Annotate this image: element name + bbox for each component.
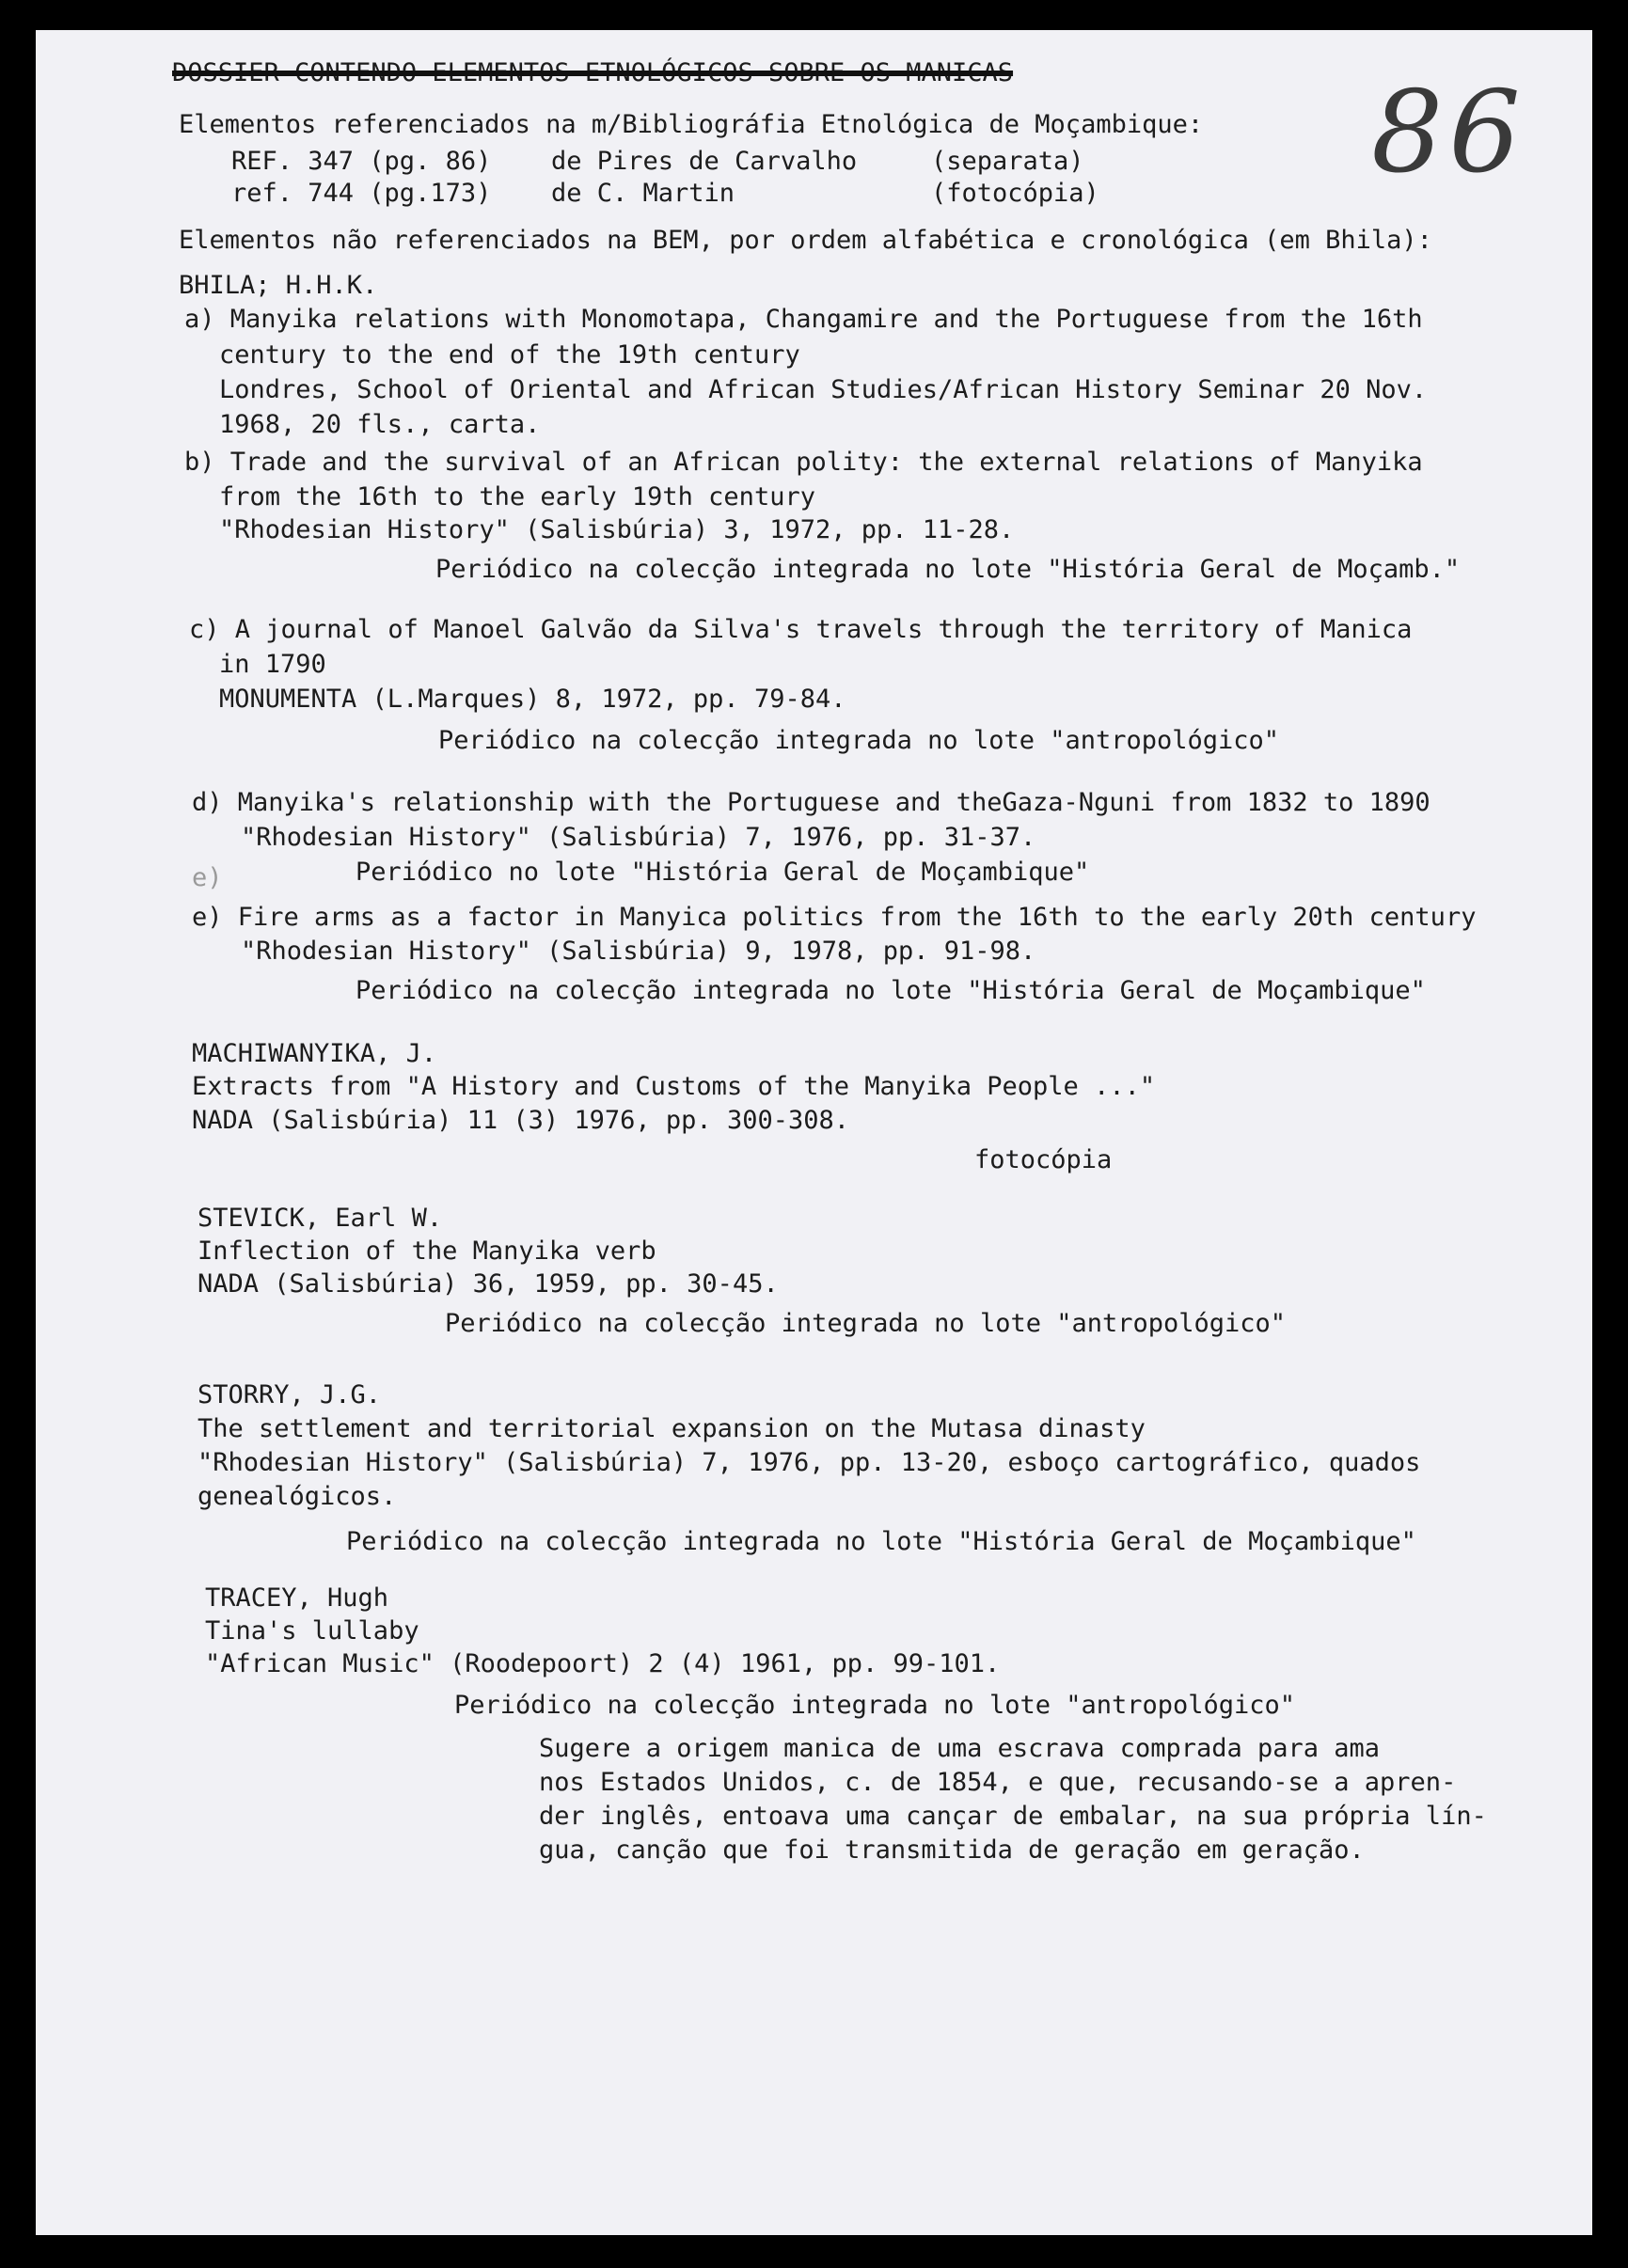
entry-b-note: Periódico na colecção integrada no lote "História Geral de Moçamb." bbox=[435, 555, 1461, 584]
author-bhila: BHILA; H.H.K. bbox=[179, 271, 378, 300]
entry-line: MACHIWANYIKA, J. bbox=[192, 1039, 437, 1068]
entry-line: genealógicos. bbox=[198, 1482, 397, 1511]
comment-line: Sugere a origem manica de uma escrava comprada para ama bbox=[539, 1734, 1381, 1763]
entry-d-line: d) Manyika's relationship with the Portuguese and theGaza-Nguni from 1832 to 1890 bbox=[192, 788, 1430, 817]
entry-line: STORRY, J.G. bbox=[198, 1380, 382, 1410]
entry-note: Periódico na colecção integrada no lote "antropológico" bbox=[445, 1309, 1287, 1338]
ref-author: de C. Martin bbox=[551, 179, 735, 208]
ref-code: REF. 347 (pg. 86) bbox=[231, 147, 492, 176]
entry-note: Periódico na colecção integrada no lote "antropológico" bbox=[454, 1691, 1296, 1720]
entry-d-mark: e) bbox=[192, 863, 223, 892]
document-title: DOSSIER CONTENDO ELEMENTOS ETNOLÓGICOS SOBRE OS MANICAS bbox=[172, 58, 1014, 87]
entry-e-line: e) Fire arms as a factor in Manyica politics from the 16th to the early 20th century bbox=[192, 903, 1477, 932]
entry-line: Extracts from "A History and Customs of the Manyika People ..." bbox=[192, 1072, 1156, 1101]
entry-line: Tina's lullaby bbox=[205, 1616, 419, 1646]
entry-line: TRACEY, Hugh bbox=[205, 1583, 389, 1613]
entry-line: NADA (Salisbúria) 11 (3) 1976, pp. 300-308. bbox=[192, 1106, 849, 1135]
entry-a-line: a) Manyika relations with Monomotapa, Changamire and the Portuguese from the 16th bbox=[184, 305, 1423, 334]
entry-b-line: "Rhodesian History" (Salisbúria) 3, 1972, pp. 11-28. bbox=[219, 515, 1015, 544]
entry-a-line: century to the end of the 19th century bbox=[219, 340, 800, 370]
entry-line: NADA (Salisbúria) 36, 1959, pp. 30-45. bbox=[198, 1269, 779, 1299]
comment-line: der inglês, entoava uma cançar de embalar, na sua própria lín- bbox=[539, 1802, 1487, 1831]
entry-line: The settlement and territorial expansion on the Mutasa dinasty bbox=[198, 1414, 1146, 1443]
entry-c-line: MONUMENTA (L.Marques) 8, 1972, pp. 79-84. bbox=[219, 685, 846, 714]
entry-d-note: Periódico no lote "História Geral de Moçambique" bbox=[356, 858, 1090, 887]
entry-a-line: 1968, 20 fls., carta. bbox=[219, 410, 541, 439]
entry-note: fotocópia bbox=[974, 1145, 1113, 1174]
entry-c-line: c) A journal of Manoel Galvão da Silva's travels through the territory of Manica bbox=[189, 615, 1413, 644]
entry-line: "African Music" (Roodepoort) 2 (4) 1961, pp. 99-101. bbox=[205, 1649, 1001, 1678]
ref-type: (separata) bbox=[931, 147, 1084, 176]
comment-line: gua, canção que foi transmitida de geração em geração. bbox=[539, 1835, 1365, 1865]
handwritten-page-number: 86 bbox=[1371, 68, 1526, 198]
ref-type: (fotocópia) bbox=[931, 179, 1099, 208]
entry-c-line: in 1790 bbox=[219, 650, 326, 679]
comment-line: nos Estados Unidos, c. de 1854, e que, recusando-se a apren- bbox=[539, 1768, 1457, 1797]
ref-code: ref. 744 (pg.173) bbox=[231, 179, 492, 208]
entry-c-note: Periódico na colecção integrada no lote "antropológico" bbox=[438, 726, 1280, 755]
entry-line: "Rhodesian History" (Salisbúria) 7, 1976, pp. 13-20, esboço cartográfico, quados bbox=[198, 1448, 1421, 1477]
ref-author: de Pires de Carvalho bbox=[551, 147, 858, 176]
entry-d-line: "Rhodesian History" (Salisbúria) 7, 1976, pp. 31-37. bbox=[241, 823, 1036, 852]
entry-b-line: b) Trade and the survival of an African polity: the external relations of Manyika bbox=[184, 448, 1423, 477]
entry-b-line: from the 16th to the early 19th century bbox=[219, 482, 815, 512]
entry-line: STEVICK, Earl W. bbox=[198, 1204, 443, 1233]
intro-line: Elementos referenciados na m/Bibliográfia Etnológica de Moçambique: bbox=[179, 110, 1204, 139]
entry-a-line: Londres, School of Oriental and African Studies/African History Seminar 20 Nov. bbox=[219, 375, 1428, 404]
entry-e-note: Periódico na colecção integrada no lote "História Geral de Moçambique" bbox=[356, 976, 1426, 1005]
document-page bbox=[36, 30, 1592, 2235]
entry-e-line: "Rhodesian History" (Salisbúria) 9, 1978, pp. 91-98. bbox=[241, 937, 1036, 966]
nonref-line: Elementos não referenciados na BEM, por ordem alfabética e cronológica (em Bhila): bbox=[179, 226, 1432, 255]
entry-note: Periódico na colecção integrada no lote "História Geral de Moçambique" bbox=[346, 1527, 1416, 1556]
entry-line: Inflection of the Manyika verb bbox=[198, 1236, 656, 1266]
